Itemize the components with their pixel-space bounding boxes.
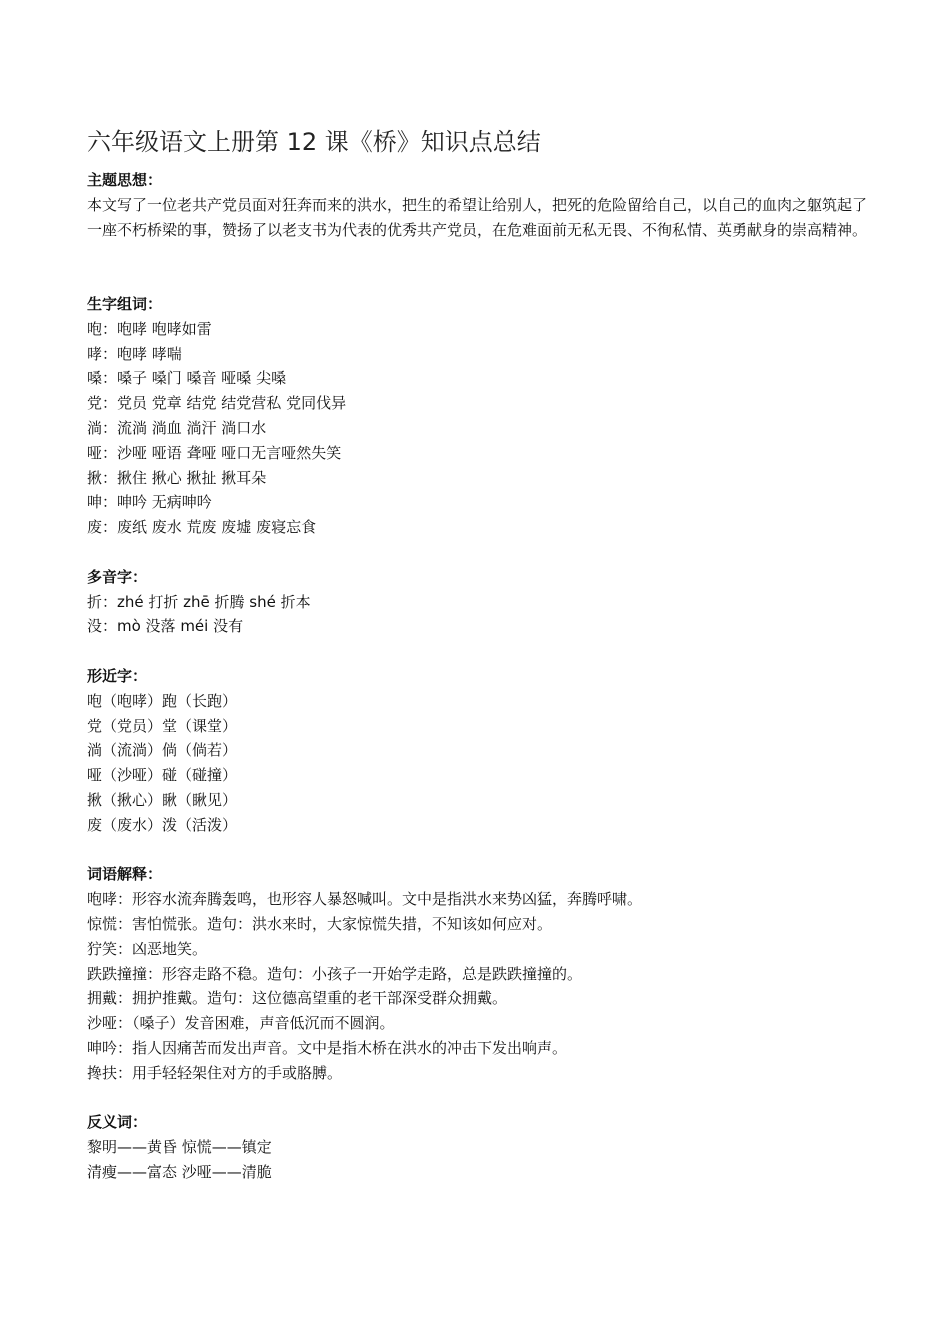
explanation-line: 咆哮：形容水流奔腾轰鸣，也形容人暴怒喊叫。文中是指洪水来势凶猛，奔腾呼啸。	[87, 890, 643, 909]
word-line: 党：党员 党章 结党 结党营私 党同伐异	[87, 394, 347, 413]
explanation-line: 跌跌撞撞：形容走路不稳。造句：小孩子一开始学走路，总是跌跌撞撞的。	[87, 964, 583, 983]
section-heading-polyphones: 多音字：	[87, 567, 148, 586]
word-line: 咆：咆哮 咆哮如雷	[87, 319, 212, 338]
spacer	[87, 540, 867, 565]
explanation-line: 拥戴：拥护推戴。造句：这位德高望重的老干部深受群众拥戴。	[87, 989, 508, 1008]
polyphone-line: 折：zhé 打折 zhē 折腾 shé 折本	[87, 592, 311, 611]
explanation-line: 呻吟：指人因痛苦而发出声音。文中是指木桥在洪水的冲击下发出响声。	[87, 1038, 568, 1057]
theme-paragraph: 本文写了一位老共产党员面对狂奔而来的洪水，把生的希望让给别人，把死的危险留给自己，以自己的血肉之躯筑起了一座不朽桥梁的事，赞扬了以老支书为代表的优秀共产党员，在危难面前无私无畏、不徇私情、英勇献身的崇高精神。	[87, 195, 868, 239]
section-heading-theme: 主题思想：	[87, 171, 163, 189]
spacer	[87, 242, 867, 292]
word-line: 揪：揪住 揪心 揪扯 揪耳朵	[87, 468, 267, 487]
document-page	[87, 122, 867, 1185]
section-antonyms	[87, 1110, 867, 1184]
section-explanations	[87, 862, 867, 1085]
section-polyphones	[87, 565, 867, 639]
word-line: 废：废纸 废水 荒废 废墟 废寝忘食	[87, 518, 317, 537]
word-line: 嗓：嗓子 嗓门 嗓音 哑嗓 尖嗓	[87, 369, 287, 388]
word-line: 淌：流淌 淌血 淌汗 淌口水	[87, 418, 267, 437]
explanation-line: 惊慌：害怕慌张。造句：洪水来时，大家惊慌失措，不知该如何应对。	[87, 914, 553, 933]
antonym-line: 清瘦——富态 沙哑——清脆	[87, 1162, 272, 1181]
word-line: 哑：沙哑 哑语 聋哑 哑口无言哑然失笑	[87, 443, 342, 462]
similar-line: 淌（流淌）倘（倘若）	[87, 741, 238, 760]
section-heading-antonyms: 反义词：	[87, 1113, 148, 1132]
section-similar	[87, 664, 867, 838]
section-heading-words: 生字组词：	[87, 294, 163, 313]
similar-line: 党（党员）堂（课堂）	[87, 716, 238, 735]
explanation-line: 沙哑：（嗓子）发音困难，声音低沉而不圆润。	[87, 1014, 395, 1033]
explanation-line: 搀扶：用手轻轻架住对方的手或胳膊。	[87, 1063, 343, 1082]
polyphone-line: 没：mò 没落 méi 没有	[87, 617, 244, 636]
antonym-line: 黎明——黄昏 惊慌——镇定	[87, 1138, 272, 1157]
similar-line: 揪（揪心）瞅（瞅见）	[87, 790, 238, 809]
explanation-line: 狞笑：凶恶地笑。	[87, 939, 208, 958]
spacer	[87, 639, 867, 664]
similar-line: 废（废水）泼（活泼）	[87, 815, 238, 834]
section-words	[87, 292, 867, 540]
word-line: 呻：呻吟 无病呻吟	[87, 493, 212, 512]
similar-line: 咆（咆哮）跑（长跑）	[87, 691, 238, 710]
spacer	[87, 1085, 867, 1110]
word-line: 哮：咆哮 哮喘	[87, 344, 182, 363]
spacer	[87, 838, 867, 863]
section-theme	[87, 168, 867, 242]
section-heading-explanations: 词语解释：	[87, 865, 163, 884]
page-title: 六年级语文上册第 12 课《桥》知识点总结	[87, 128, 541, 156]
section-heading-similar: 形近字：	[87, 666, 148, 685]
similar-line: 哑（沙哑）碰（碰撞）	[87, 766, 238, 785]
